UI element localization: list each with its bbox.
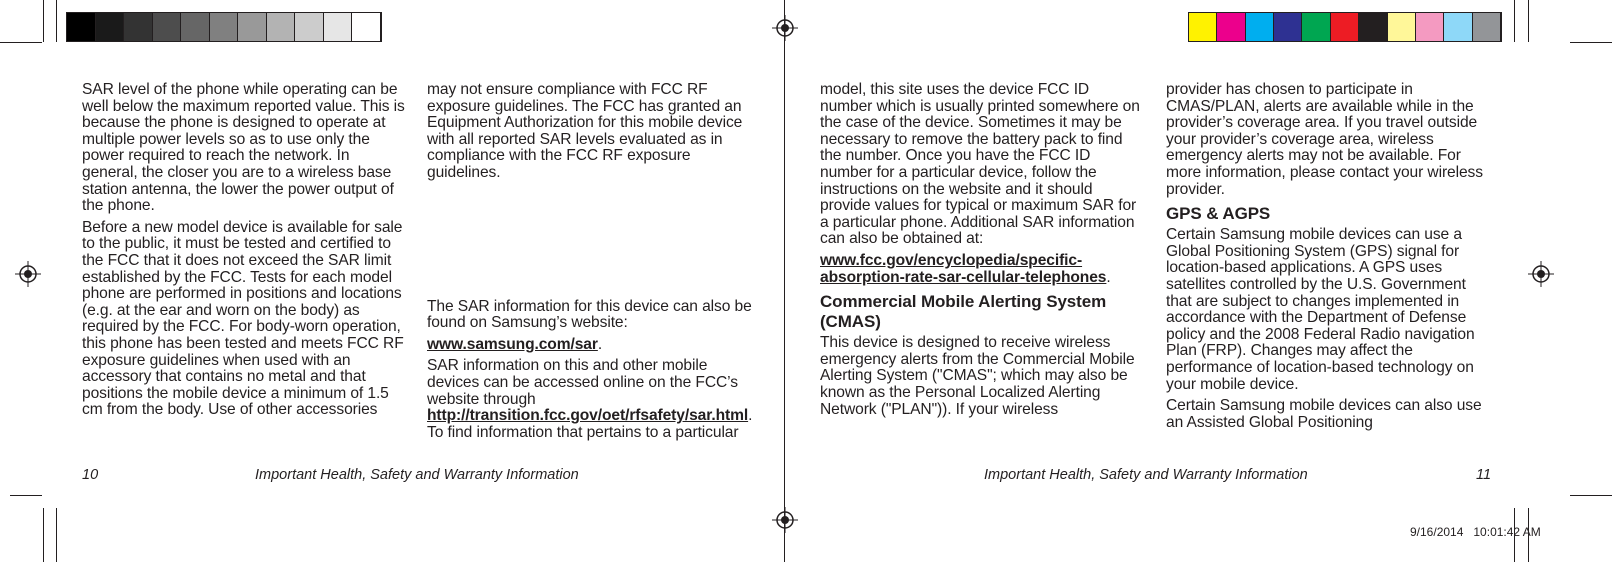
crop-mark	[10, 495, 42, 496]
crop-mark	[1528, 0, 1529, 42]
paragraph: Certain Samsung mobile devices can also use an Assisted Global Positioning	[1166, 397, 1482, 431]
fcc-encyclopedia-link[interactable]: www.fcc.gov/encyclopedia/specific-absorption-rate-sar-cellular-telephones	[820, 251, 1107, 286]
crop-mark	[56, 508, 57, 562]
registration-mark-icon	[15, 261, 41, 287]
color-swatch	[1416, 13, 1444, 41]
color-swatch	[1359, 13, 1387, 41]
page-number: 11	[1476, 467, 1492, 483]
paragraph: model, this site uses the device FCC ID number which is usually printed somewhere on the case of the device. Sometimes it may be necessary to remove the battery pack to find the number. Once you have the FCC ID number for a particular device, follow the instructions on the website and it should provide values for typical or maximum SAR for a particular phone. Additional SAR information can also be obtained at:	[820, 81, 1140, 248]
crop-mark	[0, 42, 42, 43]
color-swatch	[1388, 13, 1416, 41]
left-page-column-2	[427, 82, 752, 446]
color-swatch	[238, 13, 267, 41]
text: SAR information on this and other mobile devices can be accessed online on the FCC’s website through	[427, 357, 738, 408]
section-heading: GPS & AGPS	[1166, 204, 1271, 224]
paragraph: Before a new model device is available for sale to the public, it must be tested and certified to the FCC that it does not exceed the SAR limit established by the FCC. Tests for each model phone are performed in positions and locations (e.g. at the ear and worn on the body) as required by the FCC. For body-worn operation, this phone has been tested and meets FCC RF exposure guidelines when used with an accessory that contains no metal and that positions the mobile device a minimum of 1.5 cm from the body. Use of other accessories	[82, 218, 404, 419]
color-swatch	[295, 13, 324, 41]
color-swatch	[1217, 13, 1245, 41]
crop-mark	[1514, 0, 1515, 42]
paragraph: The SAR information for this device can also be found on Samsung’s website:	[427, 297, 752, 332]
registration-mark-icon	[1528, 261, 1554, 287]
color-swatch	[96, 13, 125, 41]
samsung-sar-link[interactable]: www.samsung.com/sar	[427, 335, 598, 353]
left-page-column-1	[82, 82, 407, 424]
right-page-column-2	[1166, 82, 1491, 436]
paragraph	[427, 358, 752, 441]
color-swatch	[352, 13, 381, 41]
process-color-bar	[1188, 12, 1502, 42]
paragraph: provider has chosen to participate in CMAS/PLAN, alerts are available while in the provider’s coverage area. If you travel outside your provider’s coverage area, wireless emergency alerts may not be available. For more information, please contact your wireless provider.	[1166, 81, 1483, 198]
registration-mark-icon	[772, 15, 798, 41]
color-swatch	[1274, 13, 1302, 41]
color-swatch	[181, 13, 210, 41]
text: . To find information that pertains to a particular	[427, 407, 753, 441]
color-swatch	[1189, 13, 1217, 41]
paragraph: SAR level of the phone while operating can be well below the maximum reported value. This is because the phone is designed to operate at multiple power levels so as to use only the power required to reach the network. In general, the closer you are to a wireless base station antenna, the lower the power output of the phone.	[82, 81, 405, 215]
color-swatch	[153, 13, 182, 41]
crop-mark	[1570, 42, 1612, 43]
footer-title: Important Health, Safety and Warranty Information	[984, 467, 1308, 483]
color-swatch	[1302, 13, 1330, 41]
crop-mark	[43, 508, 44, 562]
color-swatch	[1331, 13, 1359, 41]
page-number: 10	[82, 467, 99, 483]
paragraph: www.fcc.gov/encyclopedia/specific-absorption-rate-sar-cellular-telephones.	[820, 251, 1111, 286]
print-timestamp: 9/16/2014 10:01:42 AM	[1410, 525, 1541, 539]
color-swatch	[67, 13, 96, 41]
color-swatch	[124, 13, 153, 41]
paragraph: www.samsung.com/sar.	[427, 335, 603, 353]
color-swatch	[210, 13, 239, 41]
grayscale-bar	[66, 12, 382, 42]
registration-mark-icon	[772, 507, 798, 533]
paragraph: This device is designed to receive wireless emergency alerts from the Commercial Mobile Alerting System ("CMAS"; which may also be known as the Personal Localized Alerting Network ("PLAN")). If your wireless	[820, 334, 1135, 418]
right-page-column-1	[820, 82, 1145, 423]
crop-mark	[56, 0, 57, 42]
fcc-sar-link[interactable]: http://transition.fcc.gov/oet/rfsafety/sar.html	[427, 407, 749, 425]
paragraph: may not ensure compliance with FCC RF exposure guidelines. The FCC has granted an Equipment Authorization for this mobile device with all reported SAR levels evaluated as in compliance with the FCC RF exposure guidelines.	[427, 81, 743, 181]
section-heading: Commercial Mobile Alerting System (CMAS)	[820, 292, 1107, 332]
color-swatch	[324, 13, 353, 41]
color-swatch	[267, 13, 296, 41]
center-line	[784, 0, 785, 562]
crop-mark	[43, 0, 44, 42]
color-swatch	[1246, 13, 1274, 41]
color-swatch	[1473, 13, 1501, 41]
footer-title: Important Health, Safety and Warranty Information	[255, 467, 579, 483]
crop-mark	[1570, 495, 1612, 496]
color-swatch	[1444, 13, 1472, 41]
paragraph: Certain Samsung mobile devices can use a Global Positioning System (GPS) signal for location-based applications. A GPS uses satellites controlled by the U.S. Government that are subject to changes implemented in accordance with the Department of Defense policy and the 2008 Federal Radio navigation Plan (FRP). Changes may affect the performance of location-based technology on your mobile device.	[1166, 226, 1475, 393]
